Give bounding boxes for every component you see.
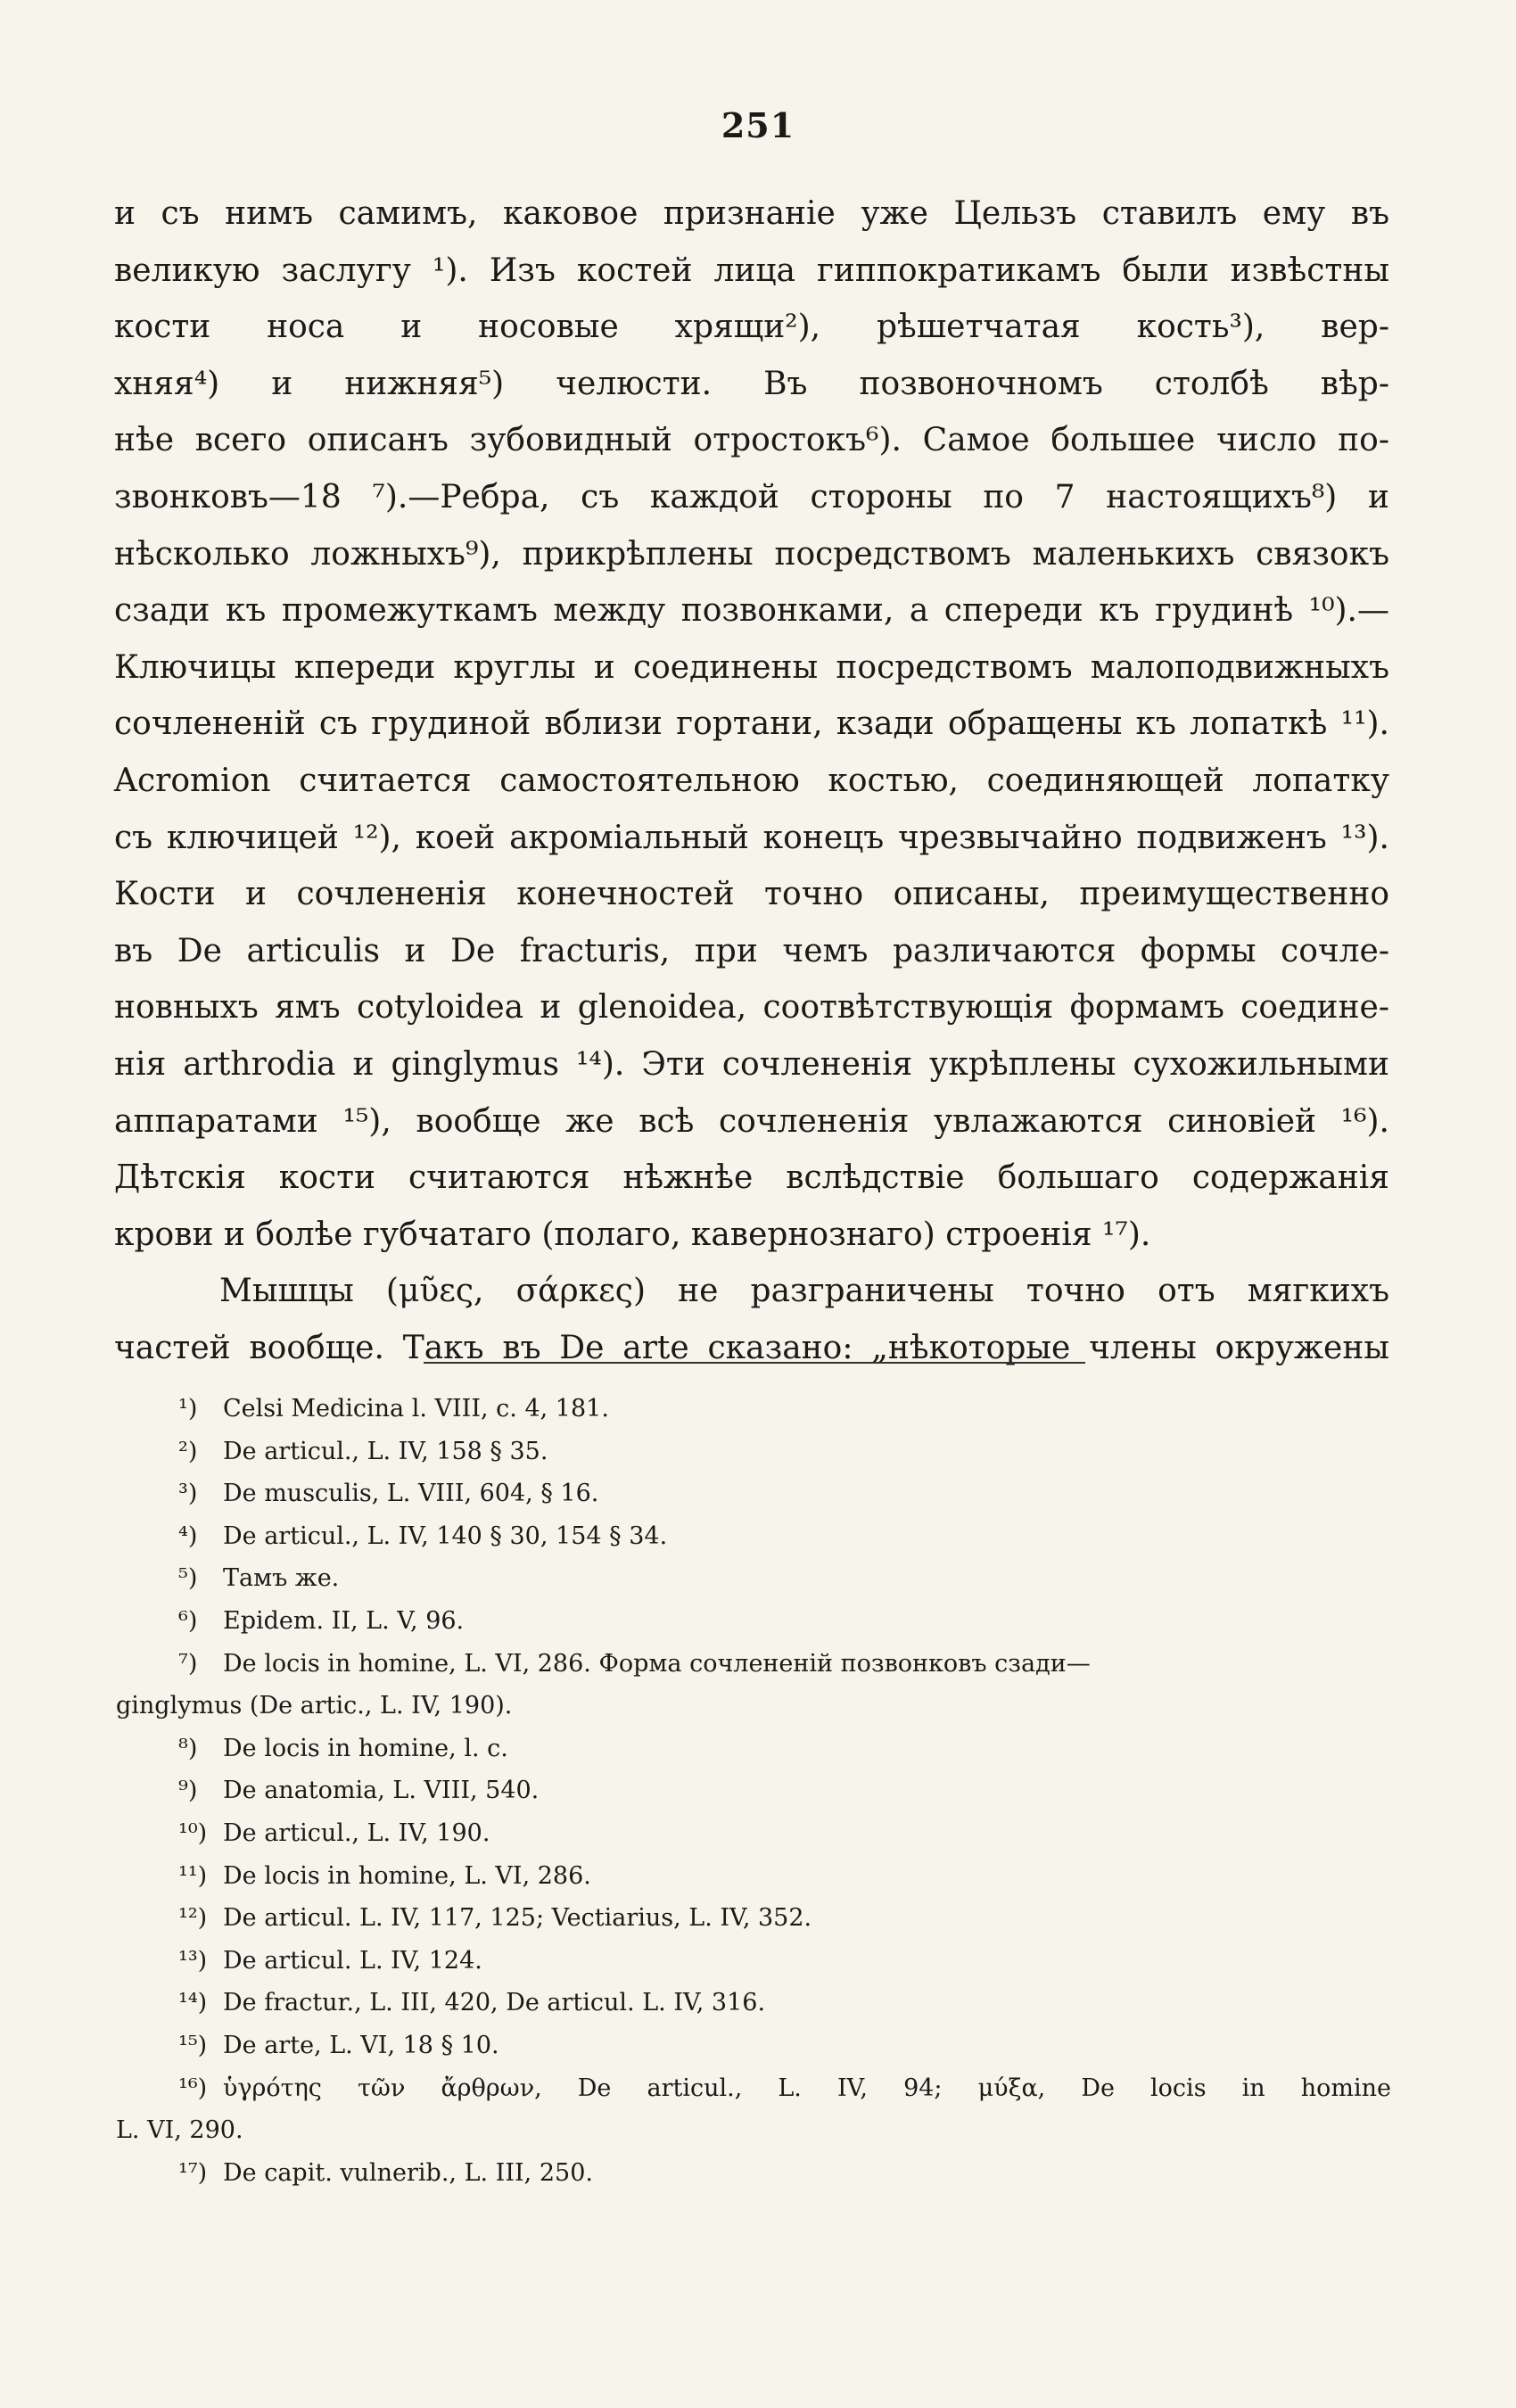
text-line: Кости и сочлененія конечностей точно описаны, преимущественно: [114, 876, 1389, 913]
footnote: [178, 2152, 1391, 2195]
footnote-text: De articul. L. IV, 124.: [223, 1946, 482, 1975]
footnote-mark: ¹¹): [178, 1861, 208, 1890]
footnote-text: De articul., L. IV, 140 § 30, 154 § 34.: [223, 1521, 668, 1550]
footnote-text: De locis in homine, L. VI, 286.: [223, 1861, 591, 1890]
text-line: въ De articulis и De fracturis, при чемъ различаются формы сочле-: [114, 932, 1389, 969]
text-line: крови и болѣе губчатаго (полаго, кавернознаго) строенія ¹⁷).: [114, 1216, 1151, 1253]
footnote: [178, 1643, 1391, 1686]
footnote-mark: ¹⁷): [178, 2158, 208, 2187]
text-line: кости носа и носовые хрящи²), рѣшетчатая кость³), вер-: [114, 309, 1389, 346]
footnote-mark: ¹⁵): [178, 2031, 208, 2059]
text-line: Дѣтскія кости считаются нѣжнѣе вслѣдствіе большаго содержанія: [114, 1159, 1389, 1197]
footnote: [178, 1982, 1391, 2025]
footnote: [178, 1388, 1391, 1431]
footnote-text: De fractur., L. III, 420, De articul. L. IV, 316.: [223, 1989, 766, 2017]
footnote-mark: ¹²): [178, 1904, 208, 1933]
footnote: [178, 1812, 1391, 1855]
footnote: [178, 1728, 1391, 1770]
footnote-divider: [424, 1362, 1085, 1364]
footnote: [178, 1472, 1391, 1515]
text-line: нѣсколько ложныхъ⁹), прикрѣплены посредствомъ маленькихъ связокъ: [114, 535, 1389, 573]
text-line: звонковъ—18 ⁷).—Ребра, съ каждой стороны по 7 настоящихъ⁸) и: [114, 478, 1389, 515]
footnote-text: Тамъ же.: [223, 1564, 340, 1593]
text-line: и съ нимъ самимъ, каковое признаніе уже Цельзъ ставилъ ему въ: [114, 195, 1389, 232]
text-line: сзади къ промежуткамъ между позвонками, а спереди къ грудинѣ ¹⁰).—: [114, 592, 1389, 630]
footnote-text: De articul., L. IV, 158 § 35.: [223, 1437, 548, 1465]
footnote-mark: ²): [178, 1437, 198, 1465]
footnote-text: Epidem. II, L. V, 96.: [223, 1606, 465, 1635]
footnote: [178, 1515, 1391, 1558]
footnote: [178, 1557, 1391, 1600]
footnote-text: De arte, L. VI, 18 § 10.: [223, 2031, 499, 2059]
footnote: [178, 1431, 1391, 1473]
footnote: [178, 1940, 1391, 1983]
footnote-mark: ¹⁶): [178, 2074, 208, 2102]
text-line: великую заслугу ¹). Изъ костей лица гиппократикамъ были извѣстны: [114, 252, 1389, 289]
text-line: хняя⁴) и нижняя⁵) челюсти. Въ позвоночномъ столбѣ вѣр-: [114, 365, 1389, 402]
footnote: [178, 2025, 1391, 2067]
body-text: [114, 186, 1389, 1376]
footnote: [178, 2067, 1391, 2110]
text-line: частей вообще. Такъ въ De arte сказано: „нѣкоторые члены окружены: [114, 1329, 1389, 1366]
footnote: [178, 1600, 1391, 1643]
footnote-text: De locis in homine, L. VI, 286. Форма сочлененій позвонковъ сзади—: [223, 1649, 1091, 1678]
footnote-mark: ⁸): [178, 1734, 198, 1762]
footnote-mark: ¹⁴): [178, 1989, 208, 2017]
footnote-mark: ⁴): [178, 1521, 198, 1550]
footnote-continuation: L. VI, 290.: [116, 2116, 243, 2145]
footnote-mark: ³): [178, 1480, 198, 1508]
footnote-text: De articul. L. IV, 117, 125; Vectiarius, L. IV, 352.: [223, 1904, 812, 1933]
footnote-text: Celsi Medicina l. VIII, c. 4, 181.: [223, 1395, 609, 1423]
text-line: сочлененій съ грудиной вблизи гортани, кзади обращены къ лопаткѣ ¹¹).: [114, 705, 1389, 743]
text-line: Ключицы кпереди круглы и соединены посредствомъ малоподвижныхъ: [114, 648, 1389, 686]
footnote-mark: ¹³): [178, 1946, 208, 1975]
text-line: Мышцы (μῦες, σάρκες) не разграничены точно отъ мягкихъ: [219, 1273, 1389, 1310]
footnote-mark: ¹): [178, 1395, 198, 1423]
text-line: аппаратами ¹⁵), вообще же всѣ сочлененія увлажаются синовіей ¹⁶).: [114, 1102, 1389, 1140]
footnote: [178, 1897, 1391, 1940]
footnote-text: ὑγρότης τῶν ἄρθρων, De articul., L. IV, 94; μύξα, De locis in homine: [223, 2074, 1391, 2102]
footnote: [178, 1855, 1391, 1898]
footnote: [178, 1769, 1391, 1812]
footnote-mark: ⁹): [178, 1777, 198, 1805]
footnote-mark: ¹⁰): [178, 1818, 208, 1847]
footnote-mark: ⁶): [178, 1606, 198, 1635]
footnote-text: De locis in homine, l. c.: [223, 1734, 508, 1762]
text-line: Acromion считается самостоятельною костью, соединяющей лопатку: [114, 762, 1389, 799]
text-line: нѣе всего описанъ зубовидный отростокъ⁶). Самое большее число по-: [114, 422, 1389, 459]
footnote-mark: ⁷): [178, 1649, 198, 1678]
text-line: новныхъ ямъ cotyloidea и glenoidea, соотвѣтствующія формамъ соедине-: [114, 989, 1389, 1027]
footnote-text: De capit. vulnerib., L. III, 250.: [223, 2158, 593, 2187]
footnote-continuation: ginglymus (De artic., L. IV, 190).: [116, 1692, 513, 1720]
footnote-text: De articul., L. IV, 190.: [223, 1818, 490, 1847]
footnote-text: De musculis, L. VIII, 604, § 16.: [223, 1480, 599, 1508]
page-number: 251: [721, 105, 795, 145]
text-line: съ ключицей ¹²), коей акроміальный конецъ чрезвычайно подвиженъ ¹³).: [114, 819, 1389, 856]
text-line: нія arthrodia и ginglymus ¹⁴). Эти сочлененія укрѣплены сухожильными: [114, 1045, 1389, 1083]
footnotes: [116, 1388, 1391, 2194]
footnote-text: De anatomia, L. VIII, 540.: [223, 1777, 540, 1805]
footnote-mark: ⁵): [178, 1564, 198, 1593]
